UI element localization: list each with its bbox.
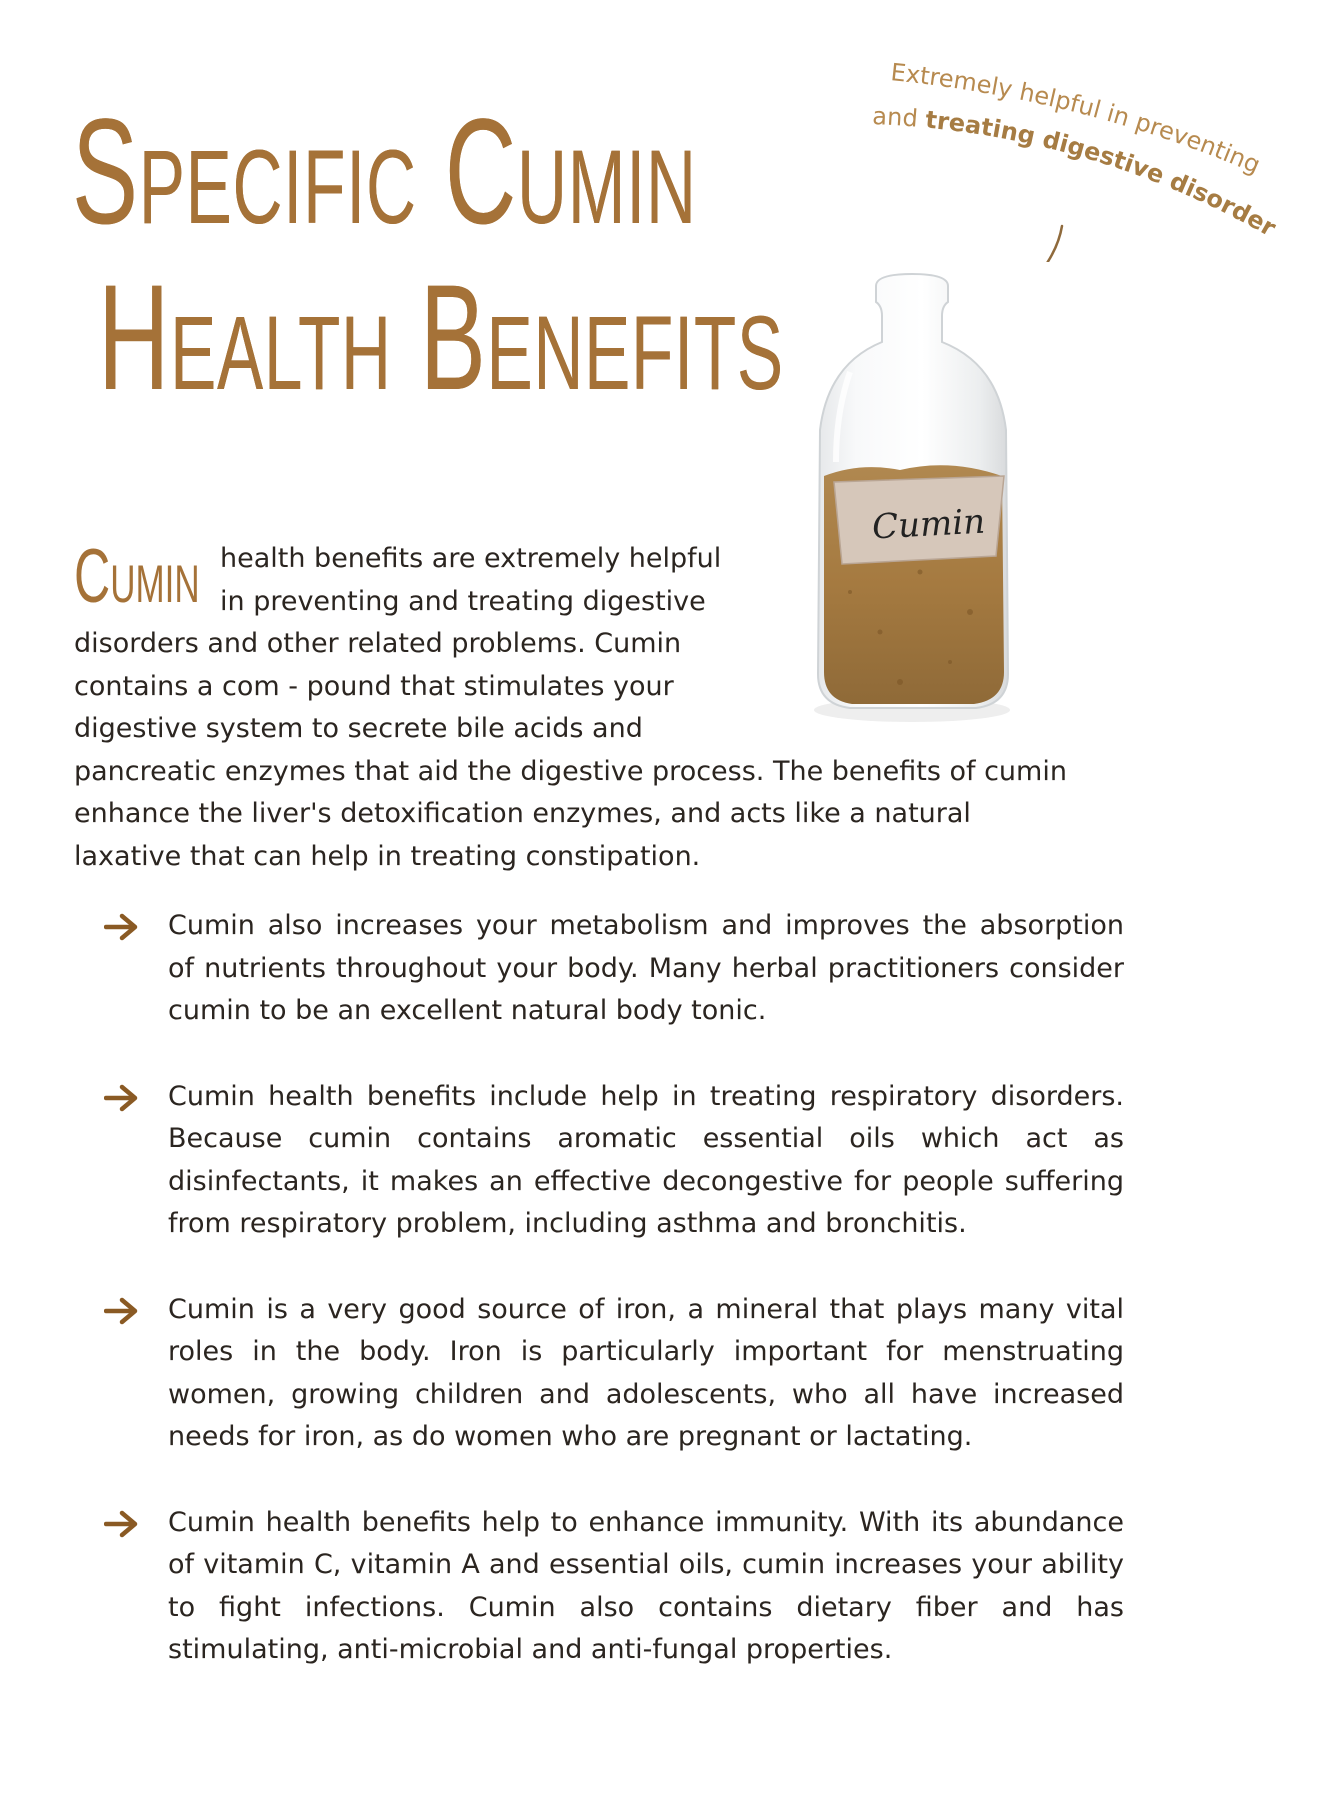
arrow-right-icon <box>104 913 140 941</box>
benefit-item <box>104 905 1124 1033</box>
benefit-item <box>104 1289 1124 1459</box>
title-line-2: Health Benefits <box>98 253 784 421</box>
callout-line-1: Extremely helpful in preventing <box>889 62 1265 180</box>
callout-line-2: and treating digestive disorder <box>871 101 1281 243</box>
callout-note <box>860 62 1330 262</box>
jar-label-text: Cumin <box>871 501 987 548</box>
arrow-right-icon <box>104 1297 140 1325</box>
arrow-right-icon <box>104 1510 140 1538</box>
benefit-text: Cumin also increases your metabolism and improves the absorption of nutrients throughout your body. Many herbal practitioners consider cumin to be an excellent natural body tonic. <box>168 910 1124 1026</box>
arrow-right-icon <box>104 1084 140 1112</box>
benefits-list <box>104 905 1124 1715</box>
benefit-text: Cumin health benefits include help in treating respiratory disorders. Because cumin contains aromatic essential oils which act as disinfectants, it makes an effective decongestive for people suffering from respiratory problem, including asthma and bronchitis. <box>168 1080 1124 1239</box>
title-line-1: Specific Cumin <box>72 87 697 255</box>
callout-svg <box>860 62 1330 262</box>
intro-paragraph <box>74 534 1084 878</box>
intro-dropcap: Cumin <box>74 534 200 619</box>
intro-text: health benefits are extremely helpful in preventing and treating digestive disorders and other related problems. Cumin contains a com - pound that stimulates your digestive system to secrete bile acids and pancreatic enzymes that aid the digestive process. The benefits of cumin enhance the liver's detoxification enzymes, and acts like a natural laxative that can help in treating constipation. <box>74 543 1067 872</box>
benefit-item <box>104 1502 1124 1672</box>
benefit-text: Cumin is a very good source of iron, a mineral that plays many vital roles in the body. Iron is particularly important for menstruating women, growing children and adolescents, who all have increased needs for iron, as do women who are pregnant or lactating. <box>168 1293 1124 1452</box>
jar-spacer <box>749 538 1084 738</box>
benefit-item <box>104 1076 1124 1246</box>
benefit-text: Cumin health benefits help to enhance immunity. With its abundance of vitamin C, vitamin A and essential oils, cumin increases your ability to fight infections. Cumin also contains dietary fiber and has stimulating, anti-microbial and anti-fungal properties. <box>168 1506 1124 1665</box>
callout-arrow-icon <box>1018 226 1062 262</box>
